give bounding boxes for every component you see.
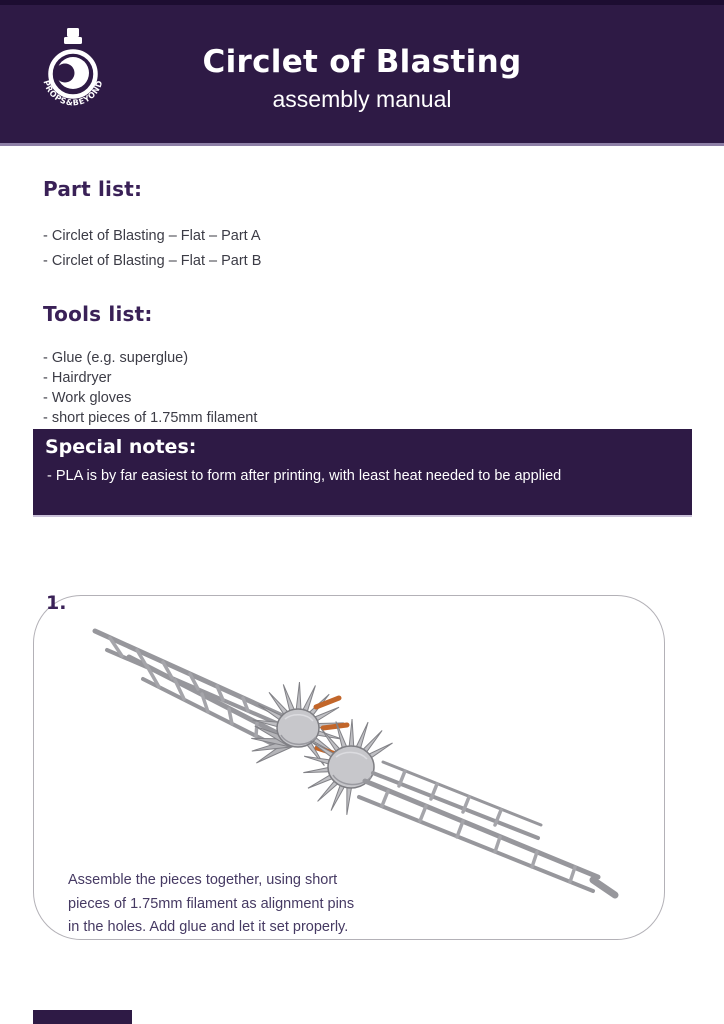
brand-arc-text: PROPS&BEYOND [41,79,105,108]
tools-list [43,348,257,428]
right-lattice [359,762,615,895]
part-list [43,224,261,274]
page-title: Circlet of Blasting [202,44,522,80]
special-notes-list [47,466,561,486]
left-hub [277,709,319,747]
step1-caption [68,869,354,940]
caption-line: in the holes. Add glue and let it set properly. [68,919,349,935]
caption-line: Assemble the pieces together, using short [68,872,338,888]
tools-list-heading: Tools list: [43,302,153,326]
part-list-heading: Part list: [43,177,143,201]
page-subtitle: assembly manual [272,86,452,112]
header-band [0,0,724,146]
tools-list-item: - Work gloves [43,390,132,406]
step1-number: 1. [46,592,67,614]
special-note-item: - PLA is by far easiest to form after printing, with least heat needed to be applied [47,468,562,484]
header-underline [0,143,724,146]
left-lattice [95,631,288,747]
tools-list-item: - short pieces of 1.75mm filament [43,410,258,426]
header-top-strip [0,0,724,5]
special-notes-band [33,429,692,517]
part-list-item: - Circlet of Blasting – Flat – Part A [43,228,261,244]
special-notes-heading: Special notes: [45,436,197,458]
tools-list-item: - Glue (e.g. superglue) [43,350,189,366]
tools-list-item: - Hairdryer [43,370,112,386]
next-section-bar [33,1010,132,1024]
part-list-item: - Circlet of Blasting – Flat – Part B [43,253,262,269]
caption-line: pieces of 1.75mm filament as alignment pins [68,895,355,912]
